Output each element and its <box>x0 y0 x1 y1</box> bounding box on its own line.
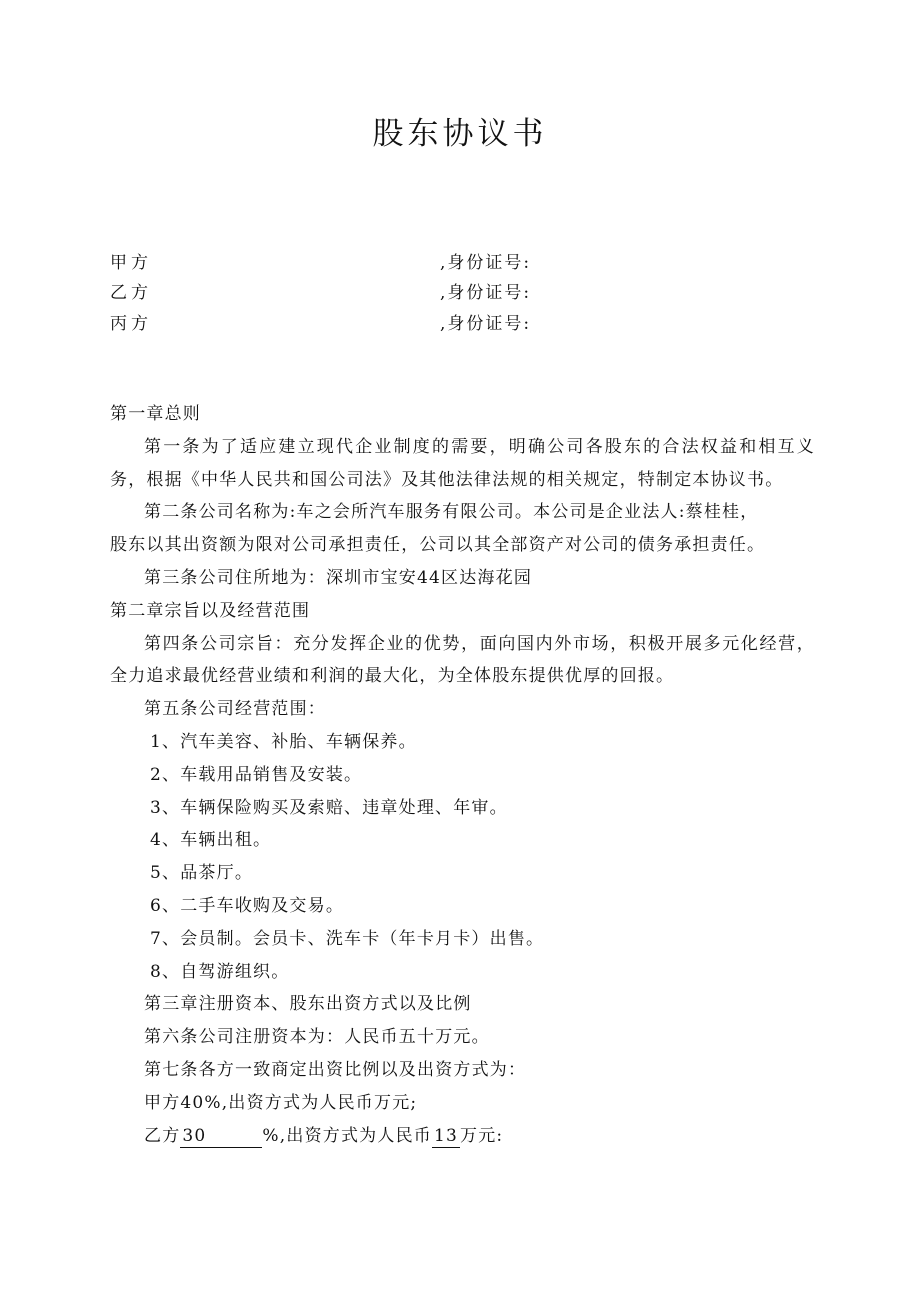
article-1: 第一条为了适应建立现代企业制度的需要，明确公司各股东的合法权益和相互义务，根据《中华人民共和国公司法》及其他法律法规的相关规定，特制定本协议书。 <box>110 436 815 490</box>
party-a-name: 甲方 <box>110 253 152 273</box>
party-b-row <box>110 278 810 308</box>
party-a-id-label: ,身份证号: <box>440 253 532 273</box>
scope-item-6: 6、二手车收购及交易。 <box>150 895 345 916</box>
scope-item-4: 4、车辆出租。 <box>150 830 272 851</box>
party-b-percent-blank: 30 <box>180 1125 262 1148</box>
article-5: 第五条公司经营范围： <box>144 699 326 720</box>
party-c-name: 丙方 <box>110 314 152 334</box>
party-a-row <box>110 248 810 278</box>
party-b-share-prefix: 乙方 <box>144 1125 181 1146</box>
party-b-name: 乙方 <box>110 283 152 303</box>
party-c-row <box>110 309 810 339</box>
document-title: 股东协议书 <box>372 116 548 152</box>
article-3: 第三条公司住所地为：深圳市宝安44区达海花园 <box>144 567 533 588</box>
scope-item-1: 1、汽车美容、补胎、车辆保养。 <box>150 731 417 752</box>
document-body <box>110 398 815 1152</box>
article-4: 第四条公司宗旨：充分发挥企业的优势，面向国内外市场，积极开展多元化经营，全力追求最优经营业绩和利润的最大化，为全体股东提供优厚的回报。 <box>110 633 815 687</box>
party-b-share-suffix: 万元: <box>460 1125 504 1146</box>
scope-item-5: 5、品茶厅。 <box>150 863 254 884</box>
scope-item-2: 2、车载用品销售及安装。 <box>150 764 363 785</box>
party-b-share <box>110 1120 815 1153</box>
scope-item-8: 8、自驾游组织。 <box>150 961 290 982</box>
article-6: 第六条公司注册资本为：人民币五十万元。 <box>144 1027 490 1048</box>
scope-item-3: 3、车辆保险购买及索赔、违章处理、年审。 <box>150 797 508 818</box>
party-a-share: 甲方40%,出资方式为人民币万元; <box>144 1092 418 1113</box>
party-c-id-label: ,身份证号: <box>440 314 532 334</box>
chapter-2-heading: 第二章宗旨以及经营范围 <box>110 600 311 621</box>
article-7: 第七条各方一致商定出资比例以及出资方式为： <box>144 1059 527 1080</box>
article-2-line-1: 第二条公司名称为:车之会所汽车服务有限公司。本公司是企业法人:蔡桂桂， <box>144 502 759 523</box>
party-b-amount-blank: 13 <box>433 1125 459 1146</box>
party-b-id-label: ,身份证号: <box>440 283 532 303</box>
chapter-3-heading: 第三章注册资本、股东出资方式以及比例 <box>144 994 472 1015</box>
chapter-1-heading: 第一章总则 <box>110 404 201 424</box>
article-2-line-2: 股东以其出资额为限对公司承担责任，公司以其全部资产对公司的债务承担责任。 <box>110 535 766 556</box>
party-b-share-middle: %,出资方式为人民币 <box>262 1125 432 1146</box>
scope-item-7: 7、会员制。会员卡、洗车卡（年卡月卡）出售。 <box>150 928 545 949</box>
